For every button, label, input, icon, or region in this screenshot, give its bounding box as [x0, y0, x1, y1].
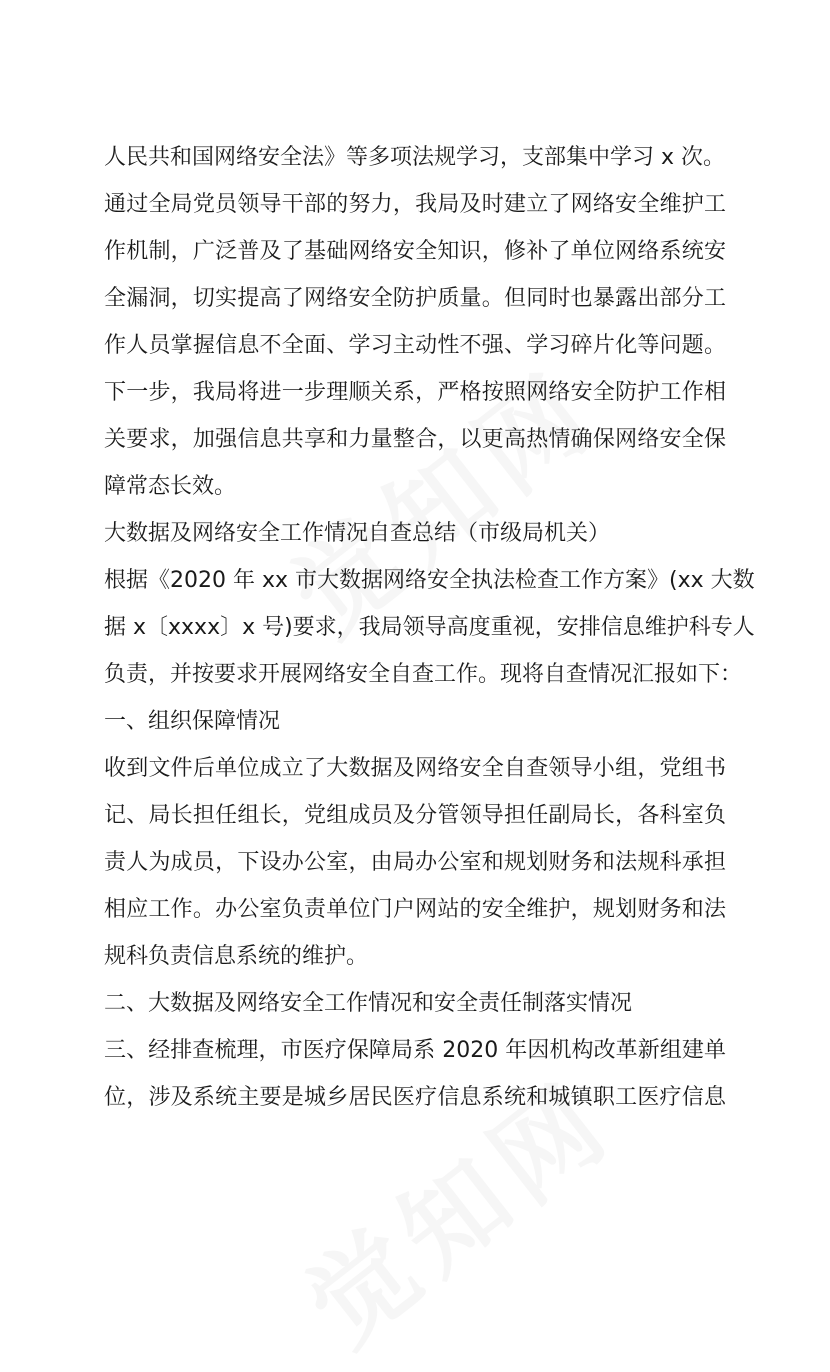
text-line: 责人为成员，下设办公室，由局办公室和规划财务和法规科承担: [104, 850, 726, 875]
text-line: 人民共和国网络安全法》等多项法规学习，支部集中学习 x 次。: [104, 145, 726, 170]
text-line: 根据《2020 年 xx 市大数据网络安全执法检查工作方案》(xx 大数: [104, 568, 755, 593]
text-line: 收到文件后单位成立了大数据及网络安全自查领导小组，党组书: [104, 756, 726, 781]
text-line: 全漏洞，切实提高了网络安全防护质量。但同时也暴露出部分工: [104, 286, 726, 311]
text-line: 下一步，我局将进一步理顺关系，严格按照网络安全防护工作相: [104, 380, 726, 405]
text-line: 作机制，广泛普及了基础网络安全知识，修补了单位网络系统安: [104, 239, 726, 264]
heading-line: 一、组织保障情况: [104, 709, 281, 734]
text-line: 负责，并按要求开展网络安全自查工作。现将自查情况汇报如下：: [104, 662, 743, 687]
section-title: 大数据及网络安全工作情况自查总结（市级局机关）: [104, 521, 611, 546]
heading-line: 二、大数据及网络安全工作情况和安全责任制落实情况: [104, 991, 633, 1016]
text-line: 三、经排查梳理，市医疗保障局系 2020 年因机构改革新组建单: [104, 1038, 726, 1063]
text-line: 记、局长担任组长，党组成员及分管领导担任副局长，各科室负: [104, 803, 726, 828]
text-line: 障常态长效。: [104, 474, 237, 499]
text-line: 相应工作。办公室负责单位门户网站的安全维护，规划财务和法: [104, 897, 726, 922]
text-line: 规科负责信息系统的维护。: [104, 944, 369, 969]
text-line: 位，涉及系统主要是城乡居民医疗信息系统和城镇职工医疗信息: [104, 1085, 726, 1110]
text-line: 通过全局党员领导干部的努力，我局及时建立了网络安全维护工: [104, 192, 726, 217]
text-line: 关要求，加强信息共享和力量整合，以更高热情确保网络安全保: [104, 427, 726, 452]
text-line: 作人员掌握信息不全面、学习主动性不强、学习碎片化等问题。: [104, 333, 726, 358]
text-line: 据 x〔xxxx〕x 号)要求，我局领导高度重视，安排信息维护科专人: [104, 615, 755, 640]
